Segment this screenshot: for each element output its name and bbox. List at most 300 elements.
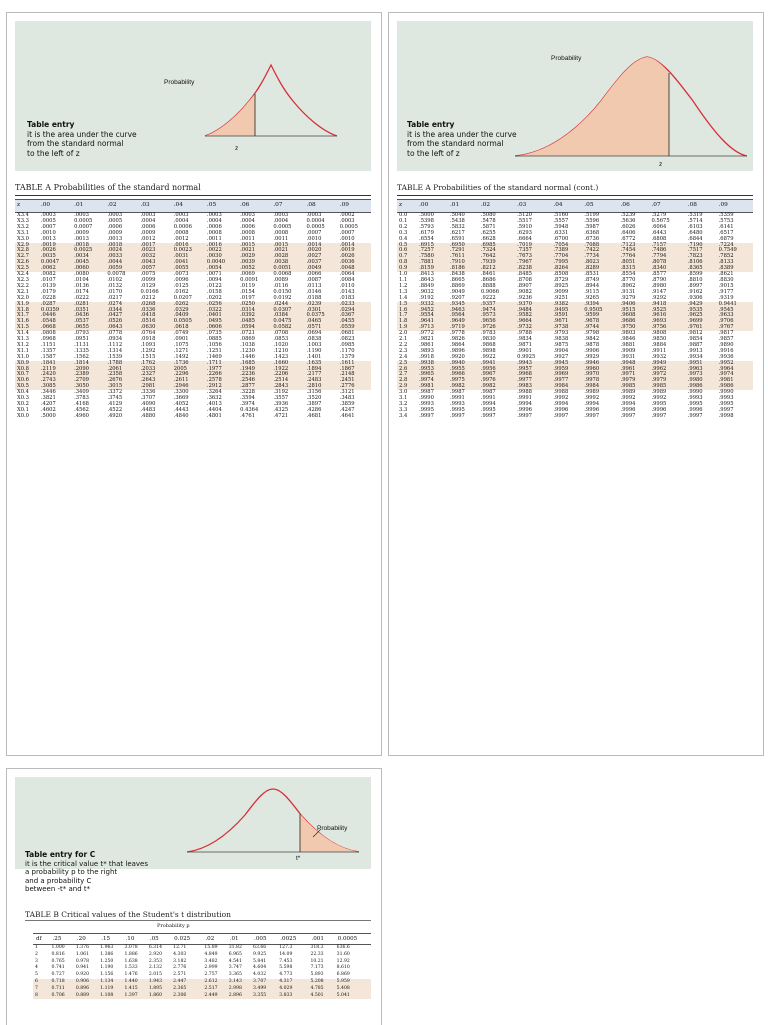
table-cell: .9991 bbox=[449, 395, 465, 402]
table-cell: .5359 bbox=[718, 212, 734, 218]
table-cell: .8749 bbox=[584, 276, 600, 283]
table-cell: .9484 bbox=[515, 308, 551, 314]
table-cell: .0401 bbox=[205, 313, 238, 319]
row-label-cell: X1.9 bbox=[15, 302, 39, 308]
table-cell: .9982 bbox=[479, 384, 515, 390]
column-header: .02 bbox=[105, 200, 138, 213]
table-cell: .1922 bbox=[271, 367, 304, 373]
table-cell: .8599 bbox=[687, 271, 703, 278]
title-rule bbox=[15, 195, 371, 196]
table-cell: .9977 bbox=[551, 378, 582, 384]
table-cell: 2.776 bbox=[173, 965, 187, 971]
table-cell: .0329 bbox=[172, 308, 205, 314]
row-label-cell: X3.1 bbox=[17, 229, 29, 236]
table-cell: .0009 bbox=[140, 229, 156, 236]
table-cell: .0006 bbox=[107, 223, 123, 230]
table-cell: .0869 bbox=[240, 336, 255, 343]
table-cell: 63.66 bbox=[253, 945, 267, 950]
table-cell: .5398 bbox=[419, 217, 434, 224]
table-cell: .2912 bbox=[205, 384, 238, 390]
table-cell: .0036 bbox=[338, 260, 371, 266]
table-cell: .0228 bbox=[40, 294, 56, 301]
table-cell: .1685 bbox=[238, 361, 271, 367]
table-cell: .0281 bbox=[72, 302, 105, 308]
table-cell: .9162 bbox=[687, 288, 703, 295]
table-cell: .6915 bbox=[417, 243, 448, 249]
table-cell: .0004 bbox=[173, 217, 189, 224]
table-cell: .0455 bbox=[338, 319, 371, 325]
table-cell: .3409 bbox=[74, 389, 89, 396]
table-cell: .0188 bbox=[306, 294, 322, 301]
probability-label: Probability bbox=[317, 825, 348, 832]
row-label-cell: X0.3 bbox=[17, 395, 29, 402]
column-header: .05 bbox=[147, 934, 171, 945]
table-cell: .9943 bbox=[515, 361, 551, 367]
table-cell: 2.998 bbox=[227, 986, 251, 993]
table-cell: .9988 bbox=[517, 389, 532, 396]
table-cell: .9978 bbox=[582, 378, 618, 384]
table-cell: .6664 bbox=[517, 235, 532, 242]
row-label-cell: 2.6 bbox=[397, 367, 417, 373]
table-cell: .0031 bbox=[172, 254, 205, 260]
table-cell: .9906 bbox=[584, 347, 600, 354]
table-cell: .9599 bbox=[582, 313, 618, 319]
table-cell: .9996 bbox=[687, 406, 703, 413]
table-cell: .7642 bbox=[479, 254, 515, 260]
table-cell: 0.978 bbox=[75, 958, 90, 964]
table-cell: .9678 bbox=[582, 319, 618, 325]
table-cell: .0170 bbox=[107, 288, 123, 295]
table-cell: .0011 bbox=[206, 235, 222, 242]
table-cell: .0038 bbox=[271, 260, 304, 266]
table-cell: .9713 bbox=[417, 325, 448, 331]
table-cell: .9971 bbox=[619, 372, 650, 378]
table-cell: 2.015 bbox=[148, 972, 162, 978]
table-row bbox=[33, 993, 371, 1000]
table-cell: .0122 bbox=[206, 282, 222, 289]
table-cell: .1190 bbox=[306, 347, 322, 354]
table-cell: .9535 bbox=[686, 308, 717, 314]
table-cell: .0039 bbox=[238, 260, 271, 266]
table-cell: .7357 bbox=[515, 248, 551, 254]
z-table-positive bbox=[397, 199, 753, 420]
table-cell: .8133 bbox=[717, 260, 753, 266]
table-cell: .9750 bbox=[619, 325, 650, 331]
table-cell: .0132 bbox=[107, 282, 123, 289]
column-header: .01 bbox=[227, 934, 251, 945]
table-cell: .0003 bbox=[273, 212, 289, 218]
table-cell: .1711 bbox=[205, 361, 238, 367]
table-cell: 2.306 bbox=[171, 993, 202, 1000]
table-cell: .9772 bbox=[419, 330, 434, 337]
table-cell: .9207 bbox=[449, 294, 465, 301]
table-cell: .1379 bbox=[339, 353, 355, 360]
table-cell: .9826 bbox=[449, 336, 465, 343]
table-cell: .4052 bbox=[173, 401, 189, 407]
table-cell: .9913 bbox=[687, 347, 703, 354]
table-cell: .9946 bbox=[582, 361, 618, 367]
caption-head: Table entry for C bbox=[25, 850, 96, 859]
row-label-cell: X2.7 bbox=[15, 254, 39, 260]
table-cell: .4840 bbox=[173, 412, 189, 419]
table-cell: 0.727 bbox=[51, 972, 65, 978]
row-label-cell: 1.5 bbox=[397, 302, 417, 308]
table-cell: .0446 bbox=[39, 313, 72, 319]
table-cell: .9706 bbox=[717, 319, 753, 325]
row-label-cell: 1.1 bbox=[399, 276, 408, 283]
table-cell: .9995 bbox=[718, 401, 734, 407]
row-label-cell: X1.5 bbox=[15, 325, 39, 331]
table-cell: .9992 bbox=[584, 395, 600, 402]
table-cell: .5714 bbox=[687, 217, 703, 224]
table-cell: .0012 bbox=[173, 235, 189, 242]
table-cell: .9761 bbox=[686, 325, 717, 331]
table-row bbox=[15, 414, 371, 420]
table-cell: .7324 bbox=[479, 248, 515, 254]
table-cell: 2.447 bbox=[171, 979, 202, 986]
table-cell: .3228 bbox=[240, 389, 255, 396]
table-cell: .0322 bbox=[205, 308, 238, 314]
table-cell: 12.92 bbox=[336, 958, 350, 964]
table-cell: .4641 bbox=[339, 412, 355, 419]
table-cell: .8962 bbox=[620, 282, 636, 289]
table-cell: .9861 bbox=[419, 341, 434, 348]
table-cell: .1736 bbox=[172, 361, 205, 367]
table-cell: .9952 bbox=[717, 361, 753, 367]
table-cell: .2676 bbox=[105, 378, 138, 384]
table-b-title: TABLE B Critical values of the Student's t distribution bbox=[25, 910, 231, 919]
table-cell: .1131 bbox=[74, 341, 89, 348]
table-cell: 0.0068 bbox=[273, 271, 292, 278]
table-cell: 0.9441 bbox=[717, 302, 753, 308]
table-cell: 0.0005 bbox=[339, 223, 358, 230]
row-label-cell: 1.9 bbox=[397, 325, 417, 331]
table-cell: .1003 bbox=[306, 341, 322, 348]
table-cell: .9985 bbox=[619, 384, 650, 390]
table-cell: .5319 bbox=[687, 212, 703, 218]
table-cell: .8944 bbox=[584, 282, 600, 289]
table-cell: .9987 bbox=[480, 389, 496, 396]
table-cell: .5160 bbox=[553, 212, 569, 218]
table-cell: .7224 bbox=[717, 243, 753, 249]
table-cell: .0003 bbox=[173, 212, 189, 218]
table-cell: .6554 bbox=[419, 235, 434, 242]
table-cell: .9931 bbox=[620, 353, 636, 360]
table-cell: .9993 bbox=[419, 401, 434, 407]
row-label-cell: X3.0 bbox=[17, 235, 29, 242]
table-cell: .7823 bbox=[686, 254, 717, 260]
table-cell: .9989 bbox=[620, 389, 636, 396]
table-cell: .9955 bbox=[448, 367, 479, 373]
row-label-cell: 3.3 bbox=[399, 406, 408, 413]
column-header: .0025 bbox=[277, 934, 308, 945]
caption-line: it is the area under the curve bbox=[407, 129, 517, 139]
table-cell: .8621 bbox=[718, 271, 734, 278]
table-cell: .8708 bbox=[517, 276, 532, 283]
table-cell: .2483 bbox=[305, 378, 338, 384]
table-cell: .9032 bbox=[419, 288, 434, 295]
table-cell: .0003 bbox=[206, 212, 222, 218]
caption-line: to the left of z bbox=[27, 148, 80, 158]
table-cell: .5478 bbox=[480, 217, 496, 224]
table-cell: 12.71 bbox=[173, 945, 187, 950]
table-cell: 4.501 bbox=[308, 993, 334, 1000]
table-cell: .0006 bbox=[140, 223, 156, 230]
table-cell: 14.09 bbox=[279, 951, 293, 957]
table-cell: .8508 bbox=[553, 271, 569, 278]
table-cell: 2.353 bbox=[148, 958, 162, 964]
row-label-cell: 1.3 bbox=[399, 288, 408, 295]
table-cell: .6772 bbox=[620, 235, 636, 242]
table-cell: .9875 bbox=[553, 341, 569, 348]
table-cell: .9846 bbox=[620, 336, 636, 343]
table-cell: .0082 bbox=[40, 271, 56, 278]
table-cell: .9738 bbox=[551, 325, 582, 331]
table-cell: .9997 bbox=[449, 412, 465, 419]
table-cell: .3015 bbox=[105, 384, 138, 390]
table-cell: .1292 bbox=[140, 347, 156, 354]
table-cell: .0239 bbox=[305, 302, 338, 308]
table-a-caption bbox=[27, 120, 137, 158]
table-cell: .0559 bbox=[338, 325, 371, 331]
table-cell: .7794 bbox=[649, 254, 685, 260]
table-cell: 9.925 bbox=[253, 951, 267, 957]
table-cell: .9864 bbox=[449, 341, 465, 348]
table-cell: .0003 bbox=[306, 212, 322, 218]
table-cell: .9633 bbox=[717, 313, 753, 319]
table-cell: .9945 bbox=[551, 361, 582, 367]
table-cell: 1.376 bbox=[75, 945, 90, 950]
table-cell: .1660 bbox=[271, 361, 304, 367]
table-cell: .0005 bbox=[107, 217, 123, 224]
table-cell: .9177 bbox=[718, 288, 734, 295]
table-cell: 2.757 bbox=[204, 972, 218, 978]
table-cell: .3821 bbox=[40, 395, 56, 402]
table-cell: .8849 bbox=[419, 282, 434, 289]
table-cell: .4325 bbox=[273, 406, 289, 413]
table-cell: .2148 bbox=[338, 372, 371, 378]
table-cell: .6985 bbox=[479, 243, 515, 249]
table-cell: .0262 bbox=[172, 302, 205, 308]
table-cell: .8365 bbox=[686, 266, 717, 272]
row-label-cell: 3.0 bbox=[399, 389, 408, 396]
table-cell: .9564 bbox=[448, 313, 479, 319]
table-cell: 3.482 bbox=[204, 958, 218, 964]
table-cell: .0035 bbox=[39, 254, 72, 260]
table-cell: .9963 bbox=[686, 367, 717, 373]
table-cell: .1492 bbox=[173, 353, 189, 360]
table-cell: 0.765 bbox=[51, 958, 65, 964]
table-cell: .8023 bbox=[582, 260, 618, 266]
table-cell: .9936 bbox=[718, 353, 734, 360]
table-cell: .3156 bbox=[306, 389, 322, 396]
table-cell: .0080 bbox=[74, 271, 89, 278]
table-cell: .2358 bbox=[105, 372, 138, 378]
table-cell: .8106 bbox=[686, 260, 717, 266]
table-cell: .0016 bbox=[172, 243, 205, 249]
table-cell: .0885 bbox=[206, 336, 222, 343]
table-cell: .9881 bbox=[620, 341, 636, 348]
table-cell: .0008 bbox=[173, 229, 189, 236]
z-table-negative bbox=[15, 199, 371, 420]
row-label-cell: 1 bbox=[35, 945, 38, 950]
table-cell: .9857 bbox=[718, 336, 734, 343]
table-cell: .0268 bbox=[139, 302, 172, 308]
table-cell: .9394 bbox=[582, 302, 618, 308]
row-label-cell: 0.5 bbox=[397, 243, 417, 249]
table-cell: .7611 bbox=[448, 254, 479, 260]
row-label-cell: X0.1 bbox=[17, 406, 29, 413]
table-cell: .0694 bbox=[306, 330, 322, 337]
table-b-caption bbox=[25, 851, 148, 894]
table-cell: .9693 bbox=[649, 319, 685, 325]
table-cell: .0059 bbox=[105, 266, 138, 272]
table-cell: 0.0047 bbox=[39, 260, 72, 266]
row-label-cell: X1.0 bbox=[17, 353, 29, 360]
table-cell: .2090 bbox=[72, 367, 105, 373]
table-cell: .0202 bbox=[206, 294, 222, 301]
table-cell: .3557 bbox=[273, 395, 289, 402]
table-cell: .0526 bbox=[105, 319, 138, 325]
table-cell: .9992 bbox=[620, 395, 636, 402]
table-cell: .9904 bbox=[553, 347, 569, 354]
row-label-cell: 2 bbox=[35, 951, 38, 957]
table-cell: .6255 bbox=[480, 229, 496, 236]
table-cell: .9994 bbox=[517, 401, 532, 407]
table-cell: .9938 bbox=[417, 361, 448, 367]
table-cell: 6.314 bbox=[148, 945, 162, 950]
table-cell: .4761 bbox=[240, 412, 255, 419]
table-cell: .0516 bbox=[139, 319, 172, 325]
table-cell: .0010 bbox=[40, 229, 56, 236]
table-cell: .3707 bbox=[140, 395, 156, 402]
table-cell: 31.60 bbox=[336, 951, 350, 957]
table-cell: .8554 bbox=[620, 271, 636, 278]
row-label-cell: X0.8 bbox=[15, 367, 39, 373]
table-cell: .0287 bbox=[39, 302, 72, 308]
table-cell: .1271 bbox=[173, 347, 189, 354]
table-cell: .1469 bbox=[206, 353, 222, 360]
table-cell: .0096 bbox=[173, 276, 189, 283]
table-cell: 5.959 bbox=[335, 979, 371, 986]
table-cell: 0.0040 bbox=[205, 260, 238, 266]
table-a-title: TABLE A Probabilities of the standard normal bbox=[15, 183, 201, 192]
table-cell: .5596 bbox=[584, 217, 600, 224]
table-cell: .4960 bbox=[74, 412, 89, 419]
page-table-a-positive bbox=[388, 12, 764, 756]
row-label-cell: 2.2 bbox=[399, 341, 408, 348]
column-header: .01 bbox=[448, 200, 479, 213]
table-cell: 8.610 bbox=[336, 965, 350, 971]
table-cell: .0571 bbox=[305, 325, 338, 331]
table-cell: .8264 bbox=[551, 266, 582, 272]
table-cell: .9279 bbox=[620, 294, 636, 301]
table-cell: .0668 bbox=[39, 325, 72, 331]
table-cell: .9969 bbox=[551, 372, 582, 378]
table-cell: 5.208 bbox=[308, 979, 334, 986]
table-cell: .8159 bbox=[417, 266, 448, 272]
table-cell: .9756 bbox=[649, 325, 685, 331]
table-cell: 0.0150 bbox=[273, 288, 292, 295]
table-cell: 4.541 bbox=[228, 958, 242, 964]
table-cell: .9812 bbox=[687, 330, 703, 337]
table-cell: .6064 bbox=[651, 223, 667, 230]
row-label-cell: X0.2 bbox=[17, 401, 29, 407]
table-cell: .0708 bbox=[273, 330, 289, 337]
table-cell: .7967 bbox=[515, 260, 551, 266]
table-cell: 1.134 bbox=[98, 979, 122, 986]
table-cell: 1.943 bbox=[147, 979, 171, 986]
table-cell: .3936 bbox=[273, 401, 289, 407]
table-cell: .9966 bbox=[448, 372, 479, 378]
table-cell: .0003 bbox=[140, 212, 156, 218]
table-cell: .9911 bbox=[651, 347, 667, 354]
table-cell: .9778 bbox=[449, 330, 465, 337]
table-cell: .6950 bbox=[448, 243, 479, 249]
table-cell: .9850 bbox=[651, 336, 667, 343]
table-cell: .9909 bbox=[620, 347, 636, 354]
table-cell: .9927 bbox=[553, 353, 569, 360]
table-cell: .6700 bbox=[553, 235, 569, 242]
table-cell: 0.4364 bbox=[240, 406, 259, 413]
row-label-cell: X2.4 bbox=[17, 271, 29, 278]
table-cell: .0071 bbox=[206, 271, 222, 278]
table-cell: .7422 bbox=[582, 248, 618, 254]
table-cell: .0301 bbox=[305, 308, 338, 314]
row-label-cell: 0.2 bbox=[399, 223, 408, 230]
table-cell: .9608 bbox=[619, 313, 650, 319]
table-cell: .9948 bbox=[619, 361, 650, 367]
table-cell: .8461 bbox=[480, 271, 496, 278]
table-cell: .0048 bbox=[338, 266, 371, 272]
table-cell: .9981 bbox=[417, 384, 448, 390]
table-cell: .0838 bbox=[306, 336, 322, 343]
table-cell: .0606 bbox=[205, 325, 238, 331]
table-row bbox=[33, 986, 371, 993]
table-cell: .9983 bbox=[515, 384, 551, 390]
table-cell: 5.841 bbox=[253, 958, 267, 964]
table-cell: .0409 bbox=[172, 313, 205, 319]
caption-line: to the left of z bbox=[407, 148, 460, 158]
table-row bbox=[33, 952, 371, 959]
table-cell: .9974 bbox=[717, 372, 753, 378]
table-cell: .4681 bbox=[306, 412, 322, 419]
table-cell: .0217 bbox=[107, 294, 123, 301]
probability-label: Probability bbox=[164, 79, 195, 86]
table-cell: .0183 bbox=[339, 294, 355, 301]
table-cell: 0.0005 bbox=[306, 223, 325, 230]
table-cell: .0007 bbox=[40, 223, 56, 230]
table-cell: 0.0006 bbox=[173, 223, 192, 230]
table-cell: .3669 bbox=[173, 395, 189, 402]
table-cell: .9838 bbox=[553, 336, 569, 343]
row-label-cell: 1.2 bbox=[399, 282, 408, 289]
table-cell: .0003 bbox=[74, 212, 89, 218]
table-cell: 0.711 bbox=[50, 986, 74, 993]
table-cell: .9956 bbox=[479, 367, 515, 373]
row-label-cell: X3.3 bbox=[17, 217, 29, 224]
table-cell: .5517 bbox=[517, 217, 532, 224]
caption-line: it is the critical value t* that leaves bbox=[25, 859, 149, 868]
table-cell: .9967 bbox=[479, 372, 515, 378]
table-cell: .9884 bbox=[651, 341, 667, 348]
table-cell: .9996 bbox=[553, 406, 569, 413]
column-header: z bbox=[397, 200, 417, 213]
row-label-cell: 3.1 bbox=[399, 395, 408, 402]
table-cell: .9854 bbox=[687, 336, 703, 343]
table-cell: .0011 bbox=[273, 235, 289, 242]
row-label-cell: 1.8 bbox=[397, 319, 417, 325]
